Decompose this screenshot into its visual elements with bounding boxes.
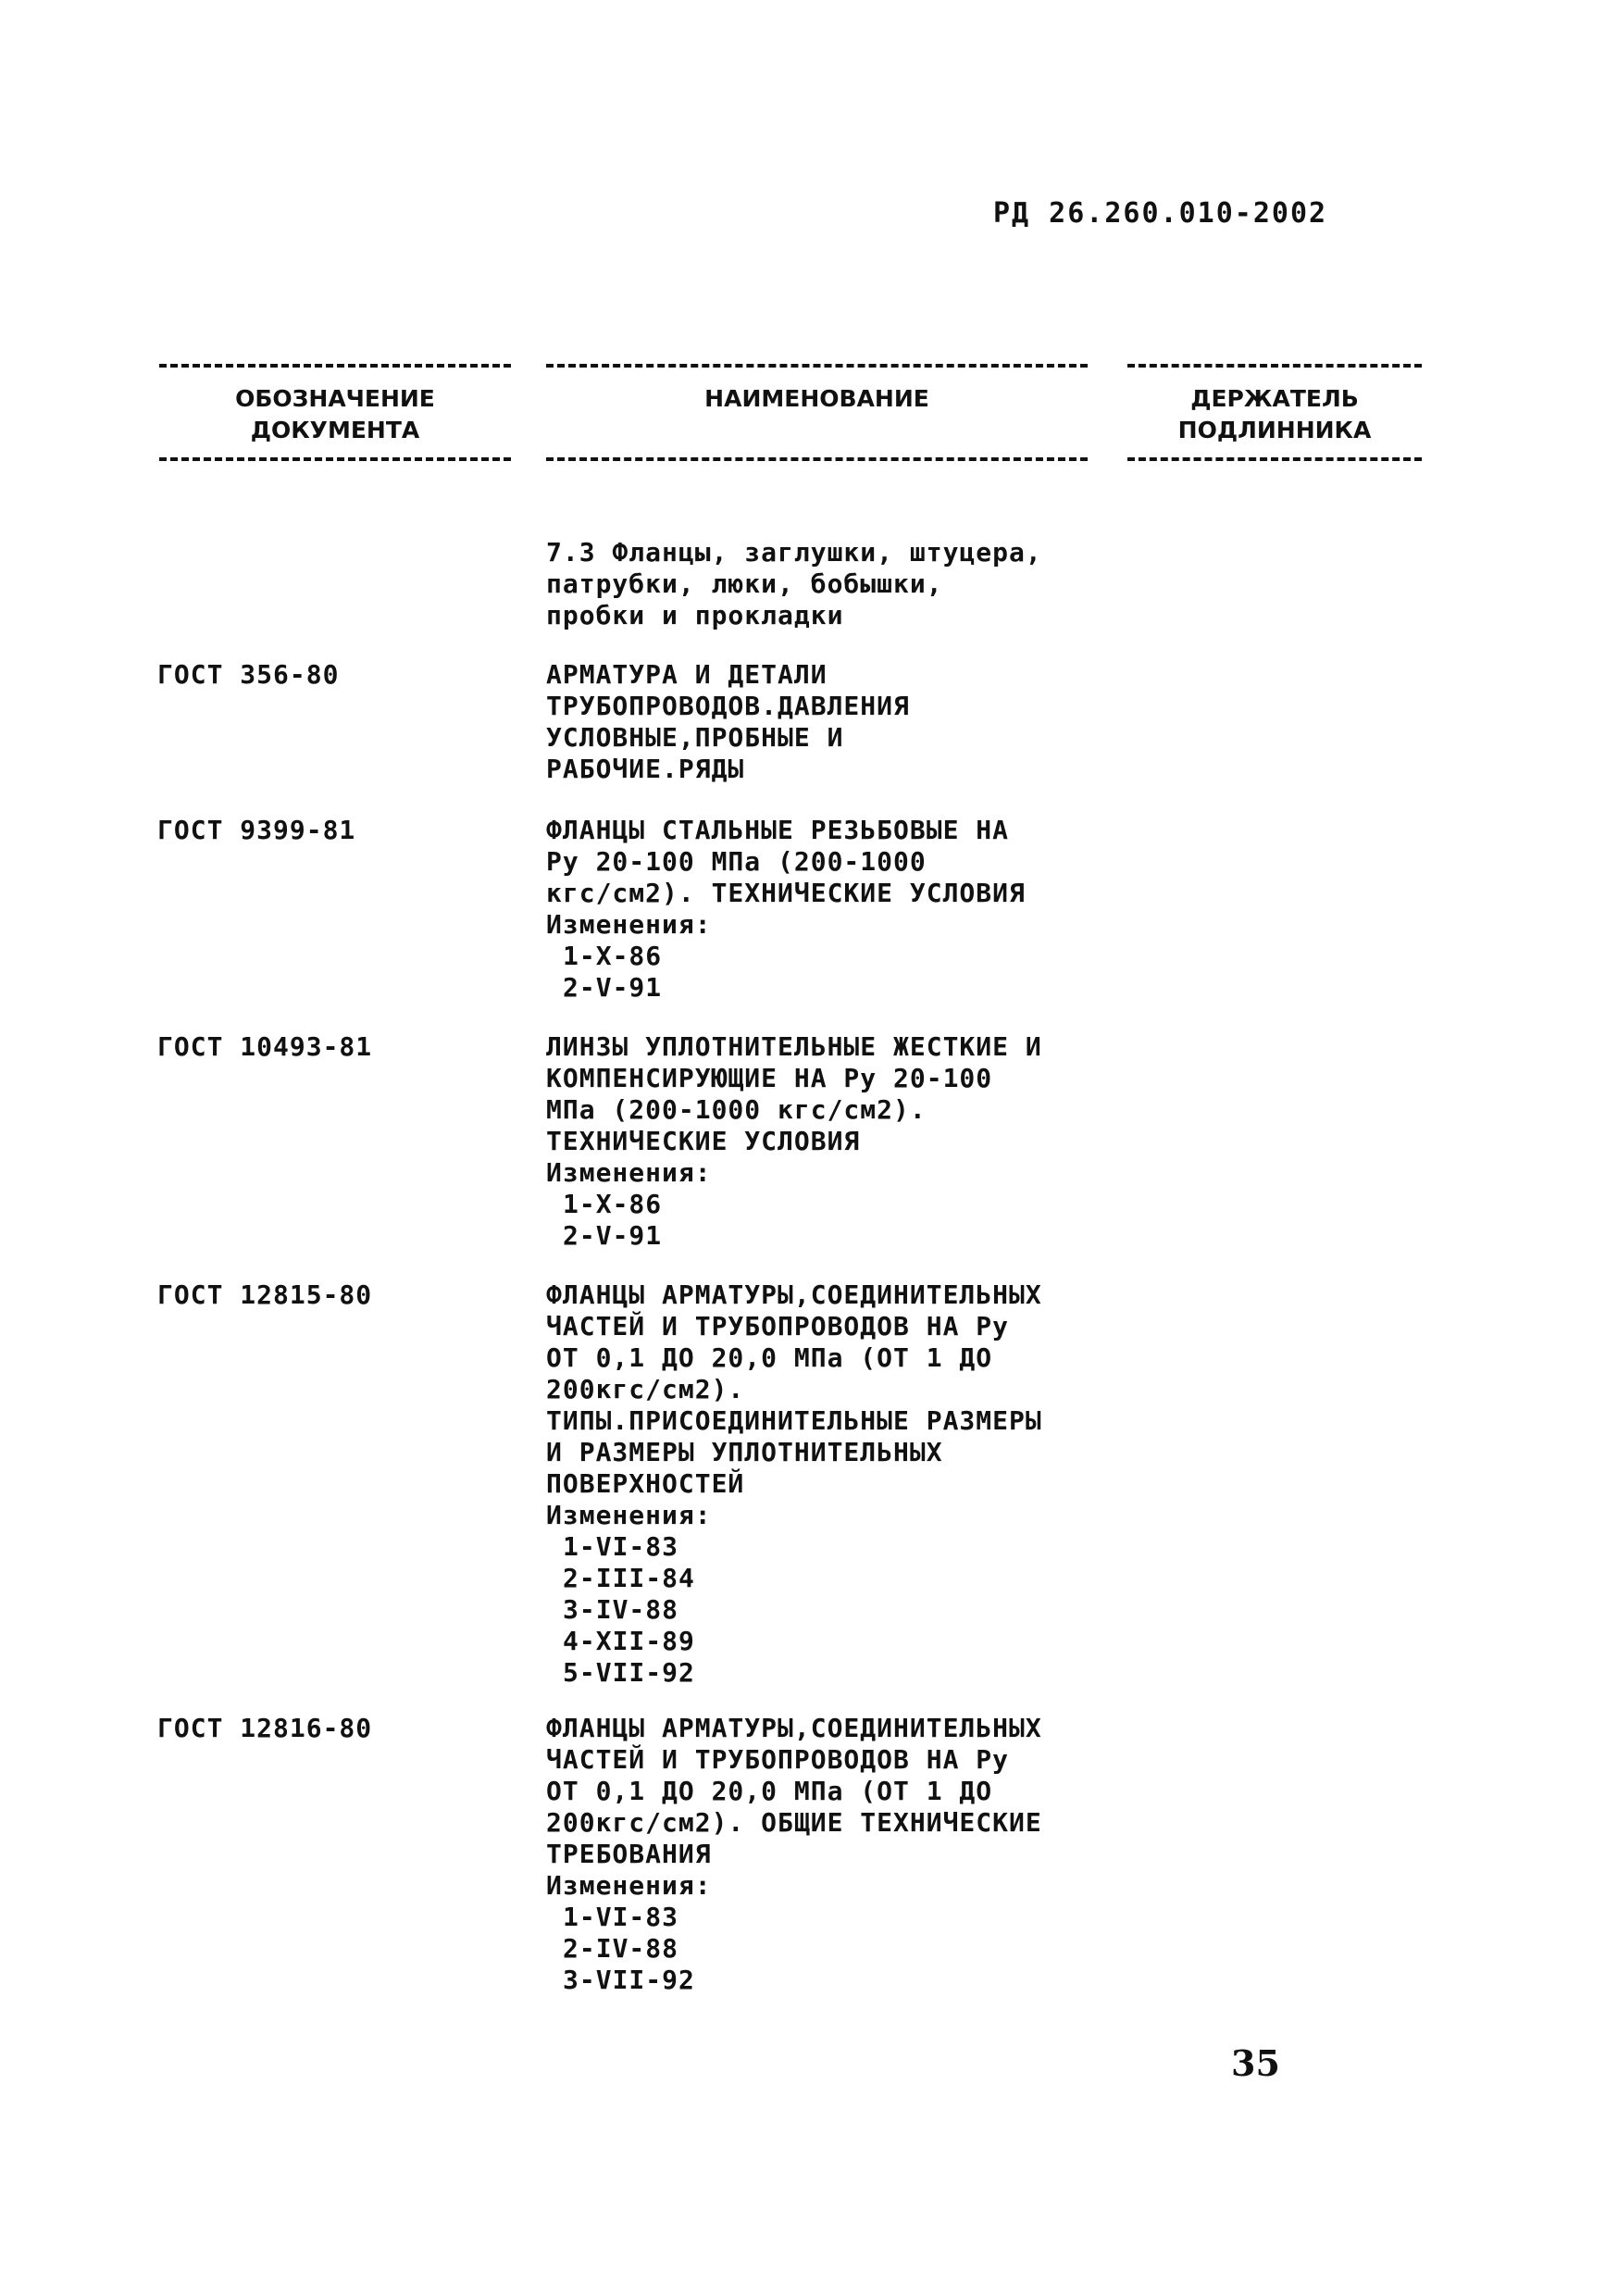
- change-item: 2-III-84: [563, 1563, 695, 1593]
- entry-name-line: ЧАСТЕЙ И ТРУБОПРОВОДОВ НА Ру: [546, 1311, 1010, 1341]
- entry-name-line: МПа (200-1000 кгс/см2).: [546, 1094, 927, 1125]
- change-item: 1-VI-83: [563, 1902, 679, 1932]
- changes-label: Изменения:: [546, 1157, 712, 1188]
- header-rule-top-holder: [1127, 364, 1422, 368]
- header-rule-bottom-holder: [1127, 457, 1422, 461]
- column-header-holder: [1127, 383, 1422, 446]
- entry-name-line: КОМПЕНСИРУЮЩИЕ НА Ру 20-100: [546, 1063, 993, 1093]
- entry-name-line: УСЛОВНЫЕ,ПРОБНЫЕ И: [546, 722, 844, 753]
- section-title: [546, 537, 1139, 631]
- change-item: 4-XII-89: [563, 1626, 695, 1656]
- changes-label: Изменения:: [546, 1500, 712, 1530]
- header-rule-bottom-designation: [159, 457, 511, 461]
- entry-code: ГОСТ 10493-81: [157, 1031, 373, 1062]
- change-item: 1-VI-83: [563, 1531, 679, 1562]
- entry-name-line: ФЛАНЦЫ АРМАТУРЫ,СОЕДИНИТЕЛЬНЫХ: [546, 1279, 1042, 1310]
- change-item: 5-VII-92: [563, 1657, 695, 1688]
- entry-name-line: 200кгс/см2). ОБЩИЕ ТЕХНИЧЕСКИЕ: [546, 1807, 1042, 1838]
- column-header-line: ДОКУМЕНТА: [250, 417, 420, 443]
- entry-name-line: ТРЕБОВАНИЯ: [546, 1839, 712, 1869]
- column-header-line: НАИМЕНОВАНИЕ: [704, 385, 929, 412]
- entry-name-line: ТЕХНИЧЕСКИЕ УСЛОВИЯ: [546, 1126, 861, 1156]
- header-rule-bottom-name: [546, 457, 1088, 461]
- entry-name-line: кгс/см2). ТЕХНИЧЕСКИЕ УСЛОВИЯ: [546, 878, 1026, 908]
- header-rule-top-name: [546, 364, 1088, 368]
- column-header-designation: [159, 383, 511, 446]
- change-item: 2-V-91: [563, 972, 663, 1003]
- entry-name-line: ФЛАНЦЫ АРМАТУРЫ,СОЕДИНИТЕЛЬНЫХ: [546, 1713, 1042, 1743]
- entry-name-line: ТИПЫ.ПРИСОЕДИНИТЕЛЬНЫЕ РАЗМЕРЫ: [546, 1405, 1042, 1436]
- column-header-line: ОБОЗНАЧЕНИЕ: [235, 385, 435, 412]
- entry-code: ГОСТ 12815-80: [157, 1279, 373, 1310]
- entry-name-line: АРМАТУРА И ДЕТАЛИ: [546, 659, 828, 690]
- entry-name-line: ТРУБОПРОВОДОВ.ДАВЛЕНИЯ: [546, 691, 910, 721]
- change-item: 1-X-86: [563, 941, 663, 971]
- section-title-line: 7.3 Фланцы, заглушки, штуцера,: [546, 537, 1042, 568]
- entry-name: [546, 815, 1157, 1004]
- page-number: 35: [1231, 2042, 1280, 2084]
- entry-name-line: ОТ 0,1 ДО 20,0 МПа (ОТ 1 ДО: [546, 1776, 993, 1806]
- change-item: 2-V-91: [563, 1220, 663, 1251]
- entry-name-line: ОТ 0,1 ДО 20,0 МПа (ОТ 1 ДО: [546, 1342, 993, 1373]
- entry-name-line: И РАЗМЕРЫ УПЛОТНИТЕЛЬНЫХ: [546, 1437, 943, 1467]
- change-item: 3-VII-92: [563, 1965, 695, 1995]
- entry-name-line: ЧАСТЕЙ И ТРУБОПРОВОДОВ НА Ру: [546, 1744, 1010, 1775]
- document-code: РД 26.260.010-2002: [993, 197, 1328, 230]
- entry-name-line: ПОВЕРХНОСТЕЙ: [546, 1468, 745, 1499]
- entry-name: [546, 1713, 1157, 1996]
- change-item: 3-IV-88: [563, 1594, 679, 1625]
- entry-name-line: ЛИНЗЫ УПЛОТНИТЕЛЬНЫЕ ЖЕСТКИЕ И: [546, 1031, 1042, 1062]
- entry-name-line: 200кгс/см2).: [546, 1374, 745, 1404]
- change-item: 1-X-86: [563, 1189, 663, 1219]
- entry-name: [546, 1279, 1157, 1689]
- column-header-line: ДЕРЖАТЕЛЬ: [1190, 385, 1359, 412]
- entry-name: [546, 1031, 1157, 1252]
- section-title-line: патрубки, люки, бобышки,: [546, 568, 943, 599]
- entry-name: [546, 659, 1157, 785]
- changes-label: Изменения:: [546, 1870, 712, 1901]
- entry-name-line: РАБОЧИЕ.РЯДЫ: [546, 754, 745, 784]
- change-item: 2-IV-88: [563, 1933, 679, 1964]
- entry-code: ГОСТ 9399-81: [157, 815, 356, 845]
- column-header-name: [546, 383, 1088, 415]
- changes-label: Изменения:: [546, 909, 712, 940]
- entry-code: ГОСТ 12816-80: [157, 1713, 373, 1743]
- section-title-line: пробки и прокладки: [546, 600, 844, 630]
- entry-name-line: Ру 20-100 МПа (200-1000: [546, 846, 927, 877]
- entry-code: ГОСТ 356-80: [157, 659, 340, 690]
- entry-name-line: ФЛАНЦЫ СТАЛЬНЫЕ РЕЗЬБОВЫЕ НА: [546, 815, 1010, 845]
- header-rule-top-designation: [159, 364, 511, 368]
- column-header-line: ПОДЛИННИКА: [1177, 417, 1372, 443]
